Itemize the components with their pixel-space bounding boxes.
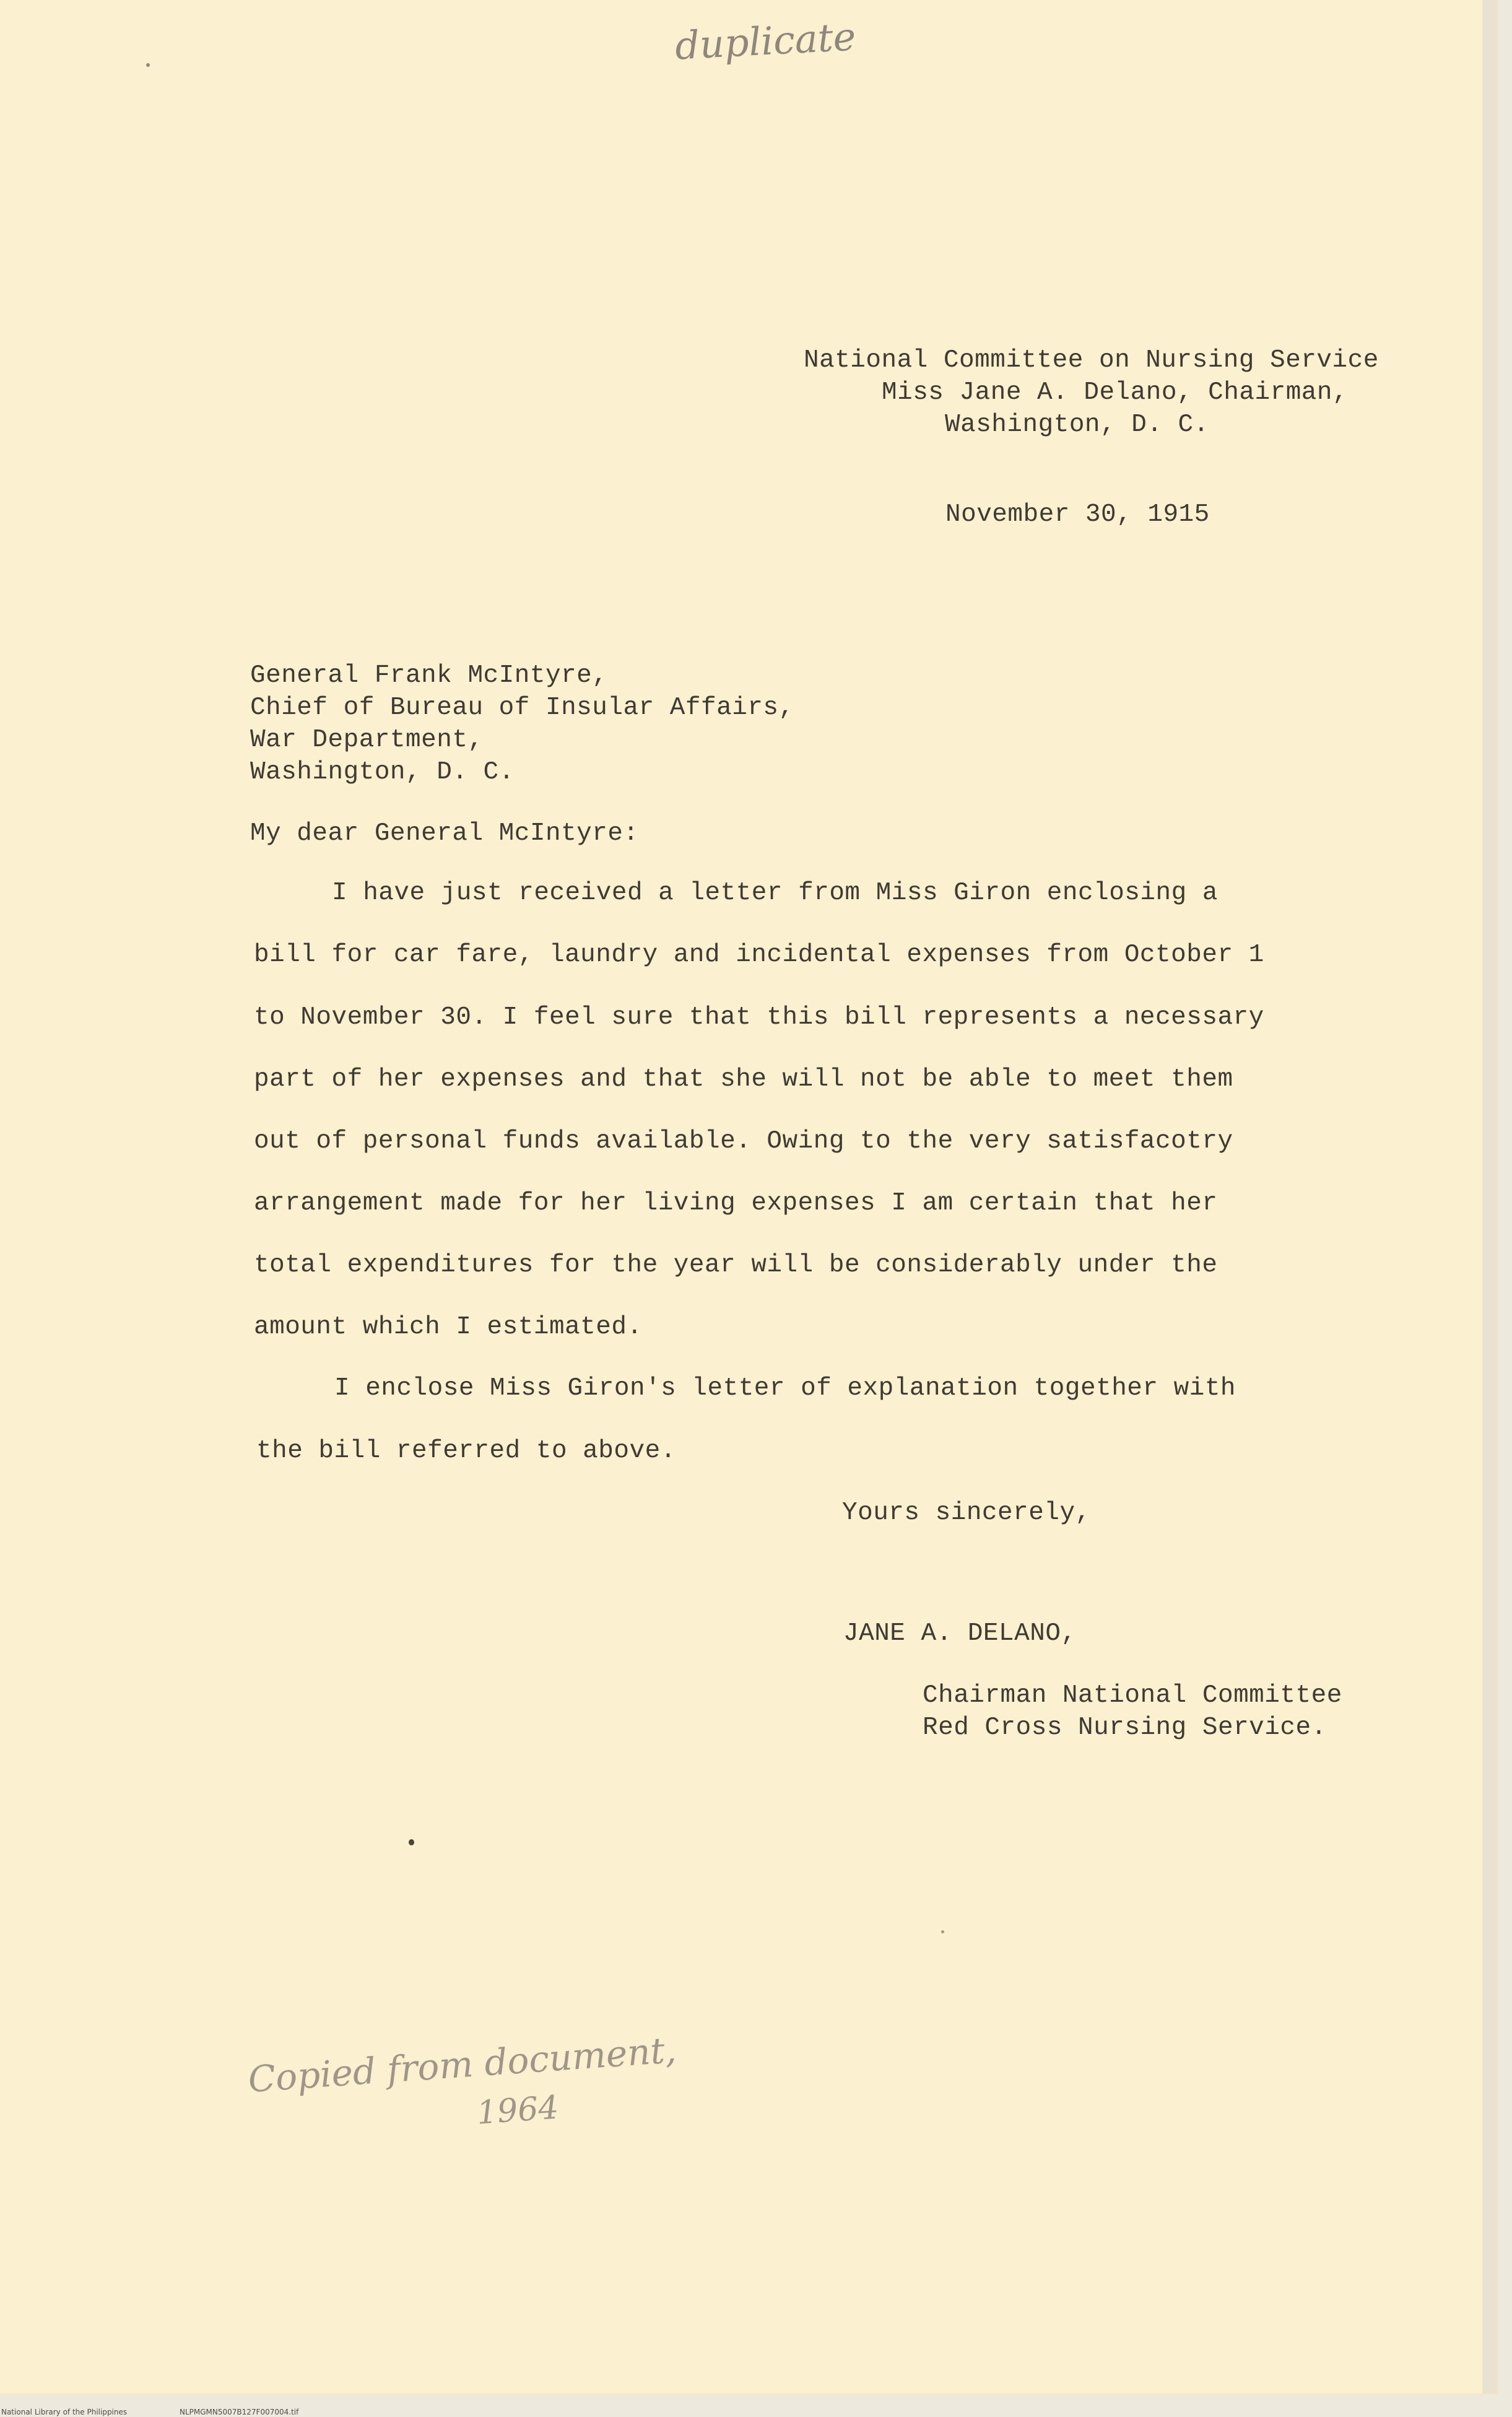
letterhead-line3: Washington, D. C. (945, 411, 1209, 439)
closing: Yours sincerely, (842, 1499, 1091, 1527)
copied-year-annotation: 1964 (476, 2089, 560, 2132)
signature-title2: Red Cross Nursing Service. (923, 1714, 1327, 1742)
recipient-line4: Washington, D. C. (250, 758, 515, 786)
recipient-line3: War Department, (250, 726, 484, 754)
scan-edge (1482, 0, 1497, 2393)
recipient-line1: General Frank McIntyre, (250, 661, 608, 690)
recipient-address (250, 660, 794, 788)
letterhead-line1: National Committee on Nursing Service (804, 346, 1379, 375)
body-line: total expenditures for the year will be considerably under the (254, 1251, 1218, 1279)
ink-speck (146, 63, 150, 67)
signature-title (923, 1679, 1342, 1744)
body-line: to November 30. I feel sure that this bill represents a necessary (254, 1003, 1264, 1032)
ink-speck (941, 1930, 944, 1933)
archive-file-note: NLPMGMN5007B127F007004.tif (180, 2408, 299, 2416)
ink-speck (409, 1839, 414, 1845)
body-line: I enclose Miss Giron's letter of explanation together with (334, 1374, 1236, 1403)
letterhead (804, 344, 1379, 441)
body-line: out of personal funds available. Owing to the very satisfacotry (254, 1127, 1233, 1156)
letterhead-line2: Miss Jane A. Delano, Chairman, (882, 378, 1349, 407)
signature-title1: Chairman National Committee (923, 1681, 1342, 1710)
duplicate-annotation: duplicate (674, 14, 857, 69)
letter-date: November 30, 1915 (945, 500, 1210, 529)
body-line: I have just received a letter from Miss Giron enclosing a (332, 879, 1218, 907)
archive-library-note: National Library of the Philippines (1, 2408, 128, 2416)
recipient-line2: Chief of Bureau of Insular Affairs, (250, 694, 794, 722)
signature-name: JANE A. DELANO, (843, 1619, 1077, 1648)
body-line: part of her expenses and that she will not be able to meet them (254, 1065, 1233, 1094)
body-line: the bill referred to above. (256, 1437, 676, 1465)
body-line: arrangement made for her living expenses I am certain that her (254, 1189, 1218, 1217)
body-line: amount which I estimated. (254, 1313, 643, 1341)
salutation: My dear General McIntyre: (250, 819, 639, 848)
copied-annotation: Copied from document, (246, 2028, 678, 2101)
body-line: bill for car fare, laundry and incidental expenses from October 1 (254, 941, 1264, 969)
